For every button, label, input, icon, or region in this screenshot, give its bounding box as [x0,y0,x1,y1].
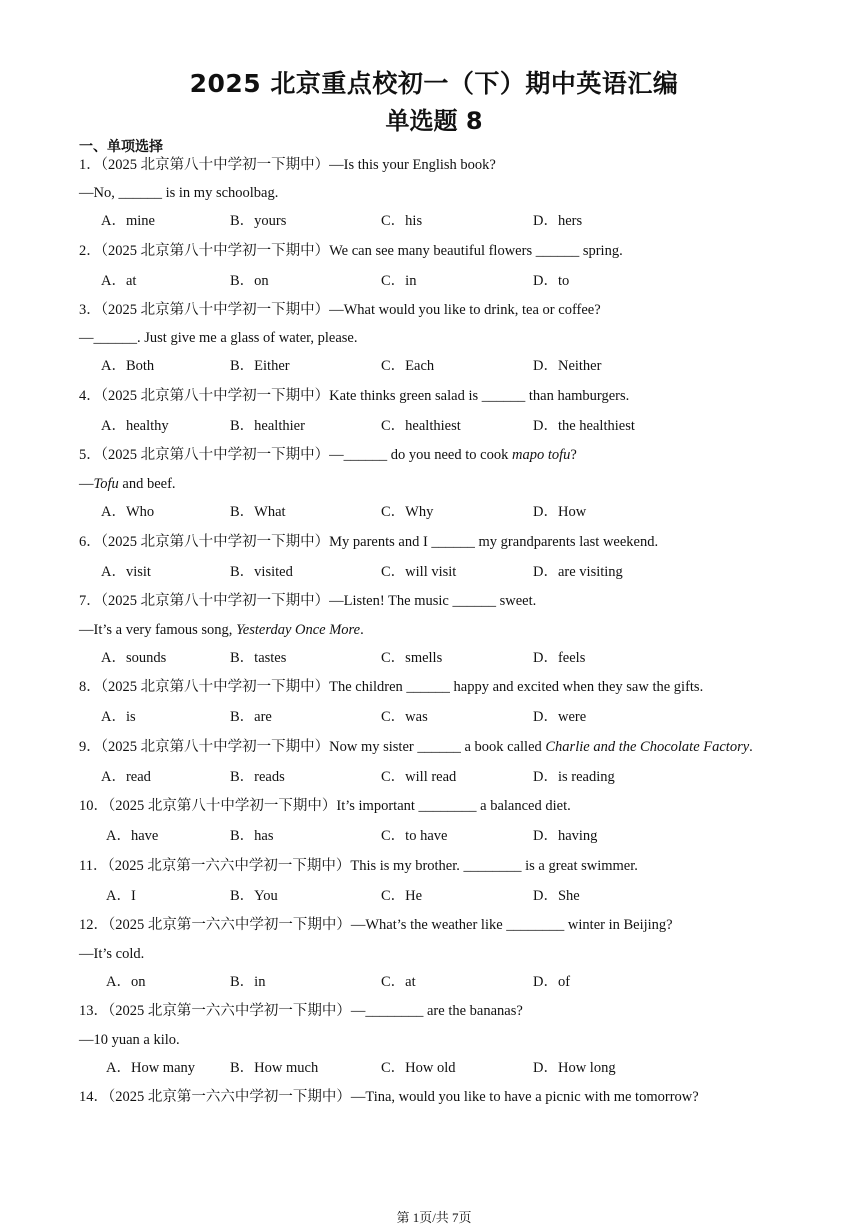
question-9-line-1 [79,738,753,756]
question-12-line-2 [79,945,144,963]
question-text: 10．（2025 北京第八十中学初一下期中）It’s important ________ a balanced diet. [79,798,571,814]
question-6-line-1 [79,533,658,551]
option-c: C．He [381,888,423,904]
option-b: B．You [230,888,278,904]
question-13-options [0,1059,868,1077]
option-c: C．in [381,273,417,289]
question-4-line-1 [79,387,629,405]
option-b: B．are [230,709,272,725]
option-c: C．Why [381,504,434,520]
question-4-options [0,417,868,435]
option-d: D．were [533,709,587,725]
question-text: 12．（2025 北京第一六六中学初一下期中）—What’s the weather like ________ winter in Beijing? [79,917,673,933]
question-5-line-2 [79,475,176,493]
option-b: B．Either [230,358,290,374]
question-text: 5．（2025 北京第八十中学初一下期中）—______ do you need to cook [79,447,512,463]
question-10-options [0,827,868,845]
option-d: D．is reading [533,769,615,785]
option-d: D．Neither [533,358,602,374]
option-a: A．I [106,888,136,904]
option-d: D．of [533,974,571,990]
option-c: C．How old [381,1060,456,1076]
question-10-line-1 [79,797,571,815]
option-a: A．on [106,974,146,990]
question-text: 8．（2025 北京第八十中学初一下期中）The children ______ happy and excited when they saw the gifts. [79,679,704,695]
document-title: 2025 北京重点校初一（下）期中英语汇编 [189,69,679,98]
option-b: B．has [230,828,274,844]
option-d: D．the healthiest [533,418,635,434]
option-c: C．will read [381,769,457,785]
option-d: D．to [533,273,570,289]
question-3-line-1 [79,301,601,319]
option-d: D．having [533,828,598,844]
option-a: A．sounds [101,650,167,666]
option-c: C．smells [381,650,443,666]
question-6-options [0,563,868,581]
question-text: 4．（2025 北京第八十中学初一下期中）Kate thinks green salad is ______ than hamburgers. [79,388,630,404]
question-text: 2．（2025 北京第八十中学初一下期中）We can see many beautiful flowers ______ spring. [79,243,623,259]
option-a: A．have [106,828,159,844]
question-text: 1．（2025 北京第八十中学初一下期中）—Is this your English book? [79,157,496,173]
option-d: D．are visiting [533,564,623,580]
option-a: A．read [101,769,151,785]
option-c: C．his [381,213,423,229]
question-text: ? [570,447,577,463]
question-text: 9．（2025 北京第八十中学初一下期中）Now my sister ______ a book called [79,739,546,755]
question-text: 13．（2025 北京第一六六中学初一下期中）—________ are the bananas? [79,1003,523,1019]
option-c: C．Each [381,358,435,374]
question-13-line-2 [79,1031,180,1049]
option-c: C．to have [381,828,448,844]
question-12-options [0,973,868,991]
option-a: A．healthy [101,418,169,434]
question-14-line-1 [79,1088,699,1106]
option-b: B．yours [230,213,287,229]
question-text: 6．（2025 北京第八十中学初一下期中）My parents and I ______ my grandparents last weekend. [79,534,659,550]
question-8-options [0,708,868,726]
italic-title: mapo tofu [511,447,571,463]
question-text: 3．（2025 北京第八十中学初一下期中）—What would you like to drink, tea or coffee? [79,302,601,318]
question-8-line-1 [79,678,703,696]
option-b: B．healthier [230,418,305,434]
question-1-options [0,212,868,230]
option-d: D．She [533,888,580,904]
option-a: A．Who [101,504,155,520]
question-text: . [360,622,364,638]
option-a: A．at [101,273,137,289]
question-text: 7．（2025 北京第八十中学初一下期中）—Listen! The music ______ sweet. [79,593,537,609]
option-b: B．reads [230,769,285,785]
question-text: —No, ______ is in my schoolbag. [79,185,279,201]
option-c: C．will visit [381,564,457,580]
option-b: B．What [230,504,286,520]
question-1-line-2 [79,184,278,202]
option-a: A．mine [101,213,155,229]
question-1-line-1 [79,156,496,174]
option-c: C．was [381,709,428,725]
question-text: . [749,739,753,755]
question-text: —It’s cold. [79,946,145,962]
option-b: B．How much [230,1060,319,1076]
question-text: 11．（2025 北京第一六六中学初一下期中）This is my brother. ________ is a great swimmer. [79,858,638,874]
question-7-line-2 [79,621,364,639]
document-subtitle: 单选题 8 [385,107,483,135]
italic-title: Charlie and the Chocolate Factory [545,739,750,755]
question-2-line-1 [79,242,623,260]
italic-title: Tofu [93,476,119,492]
section-heading: 一、单项选择 [79,139,163,155]
question-5-options [0,503,868,521]
option-a: A．How many [106,1060,196,1076]
option-c: C．healthiest [381,418,461,434]
question-7-options [0,649,868,667]
question-text: —10 yuan a kilo. [79,1032,180,1048]
question-text: —______. Just give me a glass of water, please. [79,330,358,346]
option-d: D．feels [533,650,586,666]
option-b: B．in [230,974,266,990]
option-b: B．visited [230,564,293,580]
option-b: B．on [230,273,269,289]
question-11-line-1 [79,857,638,875]
option-b: B．tastes [230,650,287,666]
question-3-line-2 [79,329,357,347]
option-a: A．visit [101,564,151,580]
option-a: A．Both [101,358,155,374]
italic-title: Yesterday Once More [236,622,361,638]
question-11-options [0,887,868,905]
question-5-line-1 [79,446,577,464]
option-d: D．How long [533,1060,616,1076]
option-c: C．at [381,974,416,990]
question-text: 14．（2025 北京第一六六中学初一下期中）—Tina, would you like to have a picnic with me tomorrow? [79,1089,699,1105]
question-7-line-1 [79,592,536,610]
question-9-options [0,768,868,786]
question-text: and beef. [118,476,176,492]
page-footer: 第 1页/共 7页 [396,1210,472,1225]
question-3-options [0,357,868,375]
option-d: D．How [533,504,587,520]
question-text: — [79,476,94,492]
option-a: A．is [101,709,136,725]
question-2-options [0,272,868,290]
question-12-line-1 [79,916,673,934]
question-13-line-1 [79,1002,523,1020]
option-d: D．hers [533,213,583,229]
question-text: —It’s a very famous song, [79,622,237,638]
